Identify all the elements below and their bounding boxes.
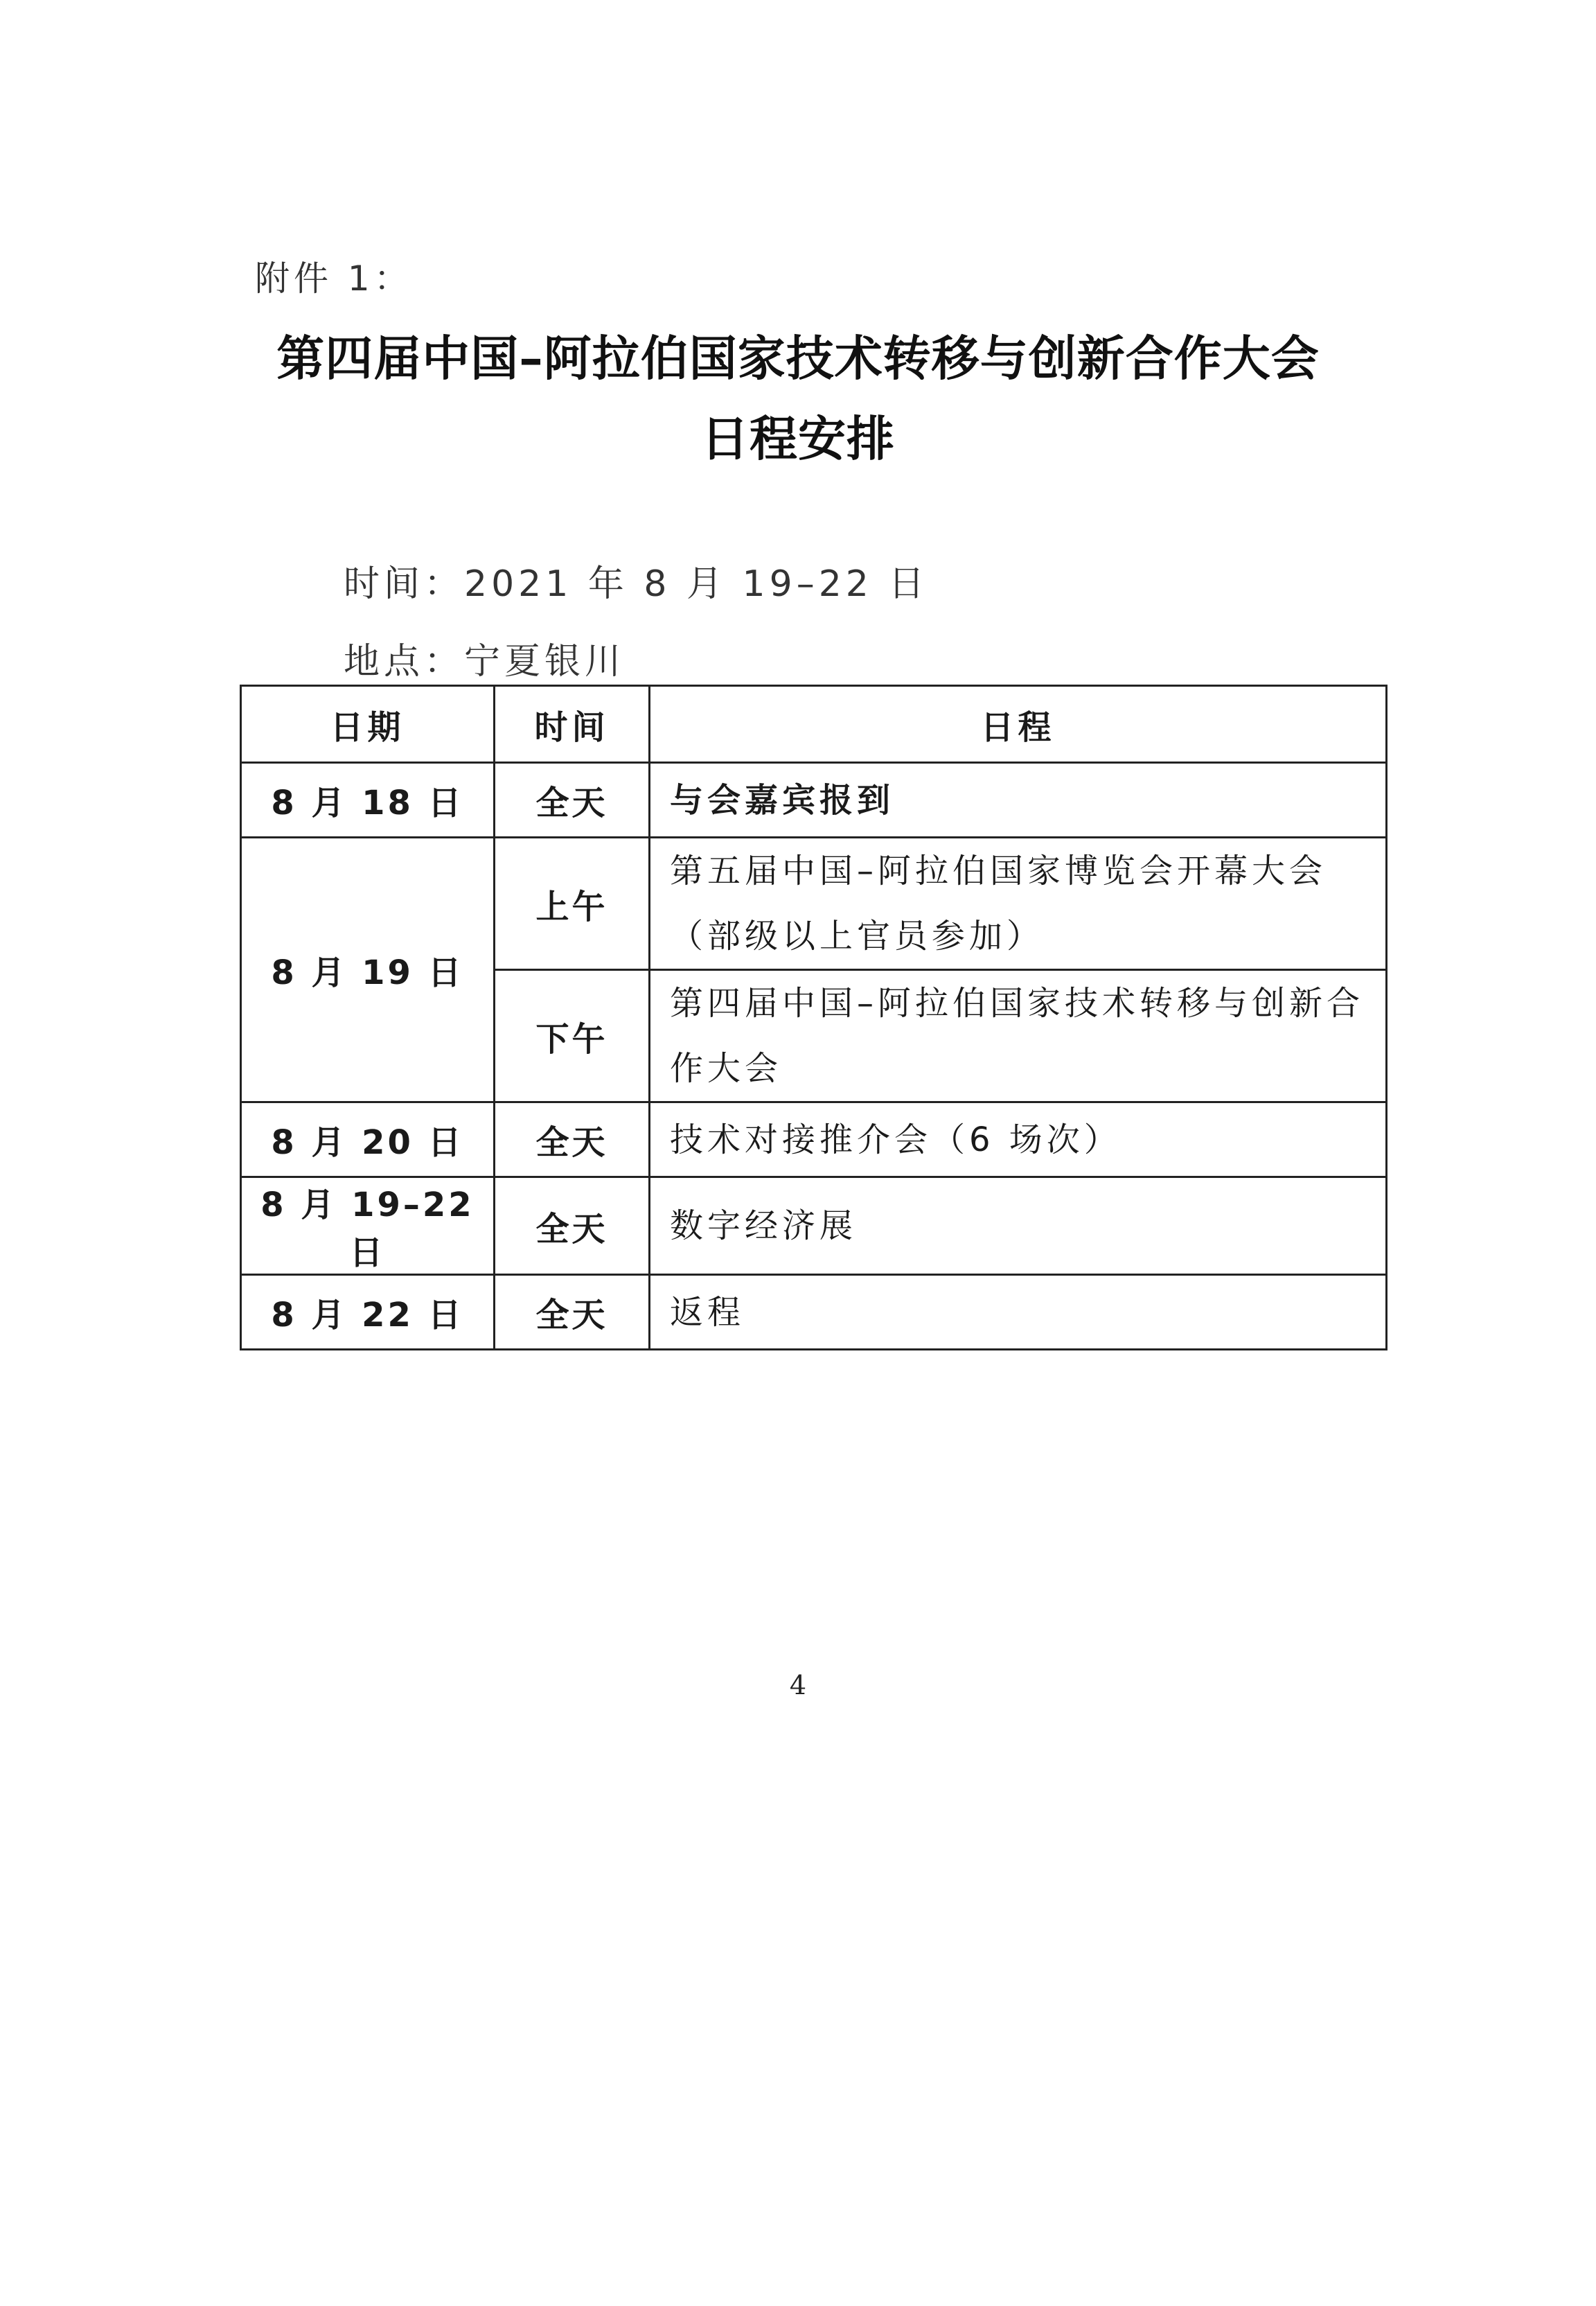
page-number: 4 [789,1670,807,1700]
row-date: 8 月 19–22 日 [241,1177,495,1275]
table-header-row [241,686,1387,763]
header-date: 日期 [241,686,495,763]
row-time: 全天 [495,1102,650,1177]
attachment-label: 附件 1： [255,258,413,299]
table-row [241,838,1387,970]
header-program: 日程 [650,686,1387,763]
event-place: 地点：宁夏银川 [344,641,626,683]
row-program: 第四届中国–阿拉伯国家技术转移与创新合作大会 [650,970,1387,1102]
table-row [241,1275,1387,1350]
row-time: 上午 [495,838,650,970]
row-program: 第五届中国–阿拉伯国家博览会开幕大会（部级以上官员参加） [650,838,1387,970]
row-program: 技术对接推介会（6 场次） [650,1102,1387,1177]
schedule-table [240,685,1387,1350]
header-time: 时间 [495,686,650,763]
row-program: 与会嘉宾报到 [650,763,1387,838]
row-time: 下午 [495,970,650,1102]
row-date: 8 月 18 日 [241,763,495,838]
table-row [241,1102,1387,1177]
row-time: 全天 [495,1275,650,1350]
row-program: 数字经济展 [650,1177,1387,1275]
row-date: 8 月 20 日 [241,1102,495,1177]
document-subtitle: 日程安排 [701,412,895,467]
row-date: 8 月 19 日 [241,838,495,1102]
row-time: 全天 [495,1177,650,1275]
event-time: 时间：2021 年 8 月 19–22 日 [344,563,929,605]
row-program: 返程 [650,1275,1387,1350]
table-row [241,763,1387,838]
row-date: 8 月 22 日 [241,1275,495,1350]
document-title: 第四届中国–阿拉伯国家技术转移与创新合作大会 [276,331,1320,387]
table-row [241,1177,1387,1275]
row-time: 全天 [495,763,650,838]
